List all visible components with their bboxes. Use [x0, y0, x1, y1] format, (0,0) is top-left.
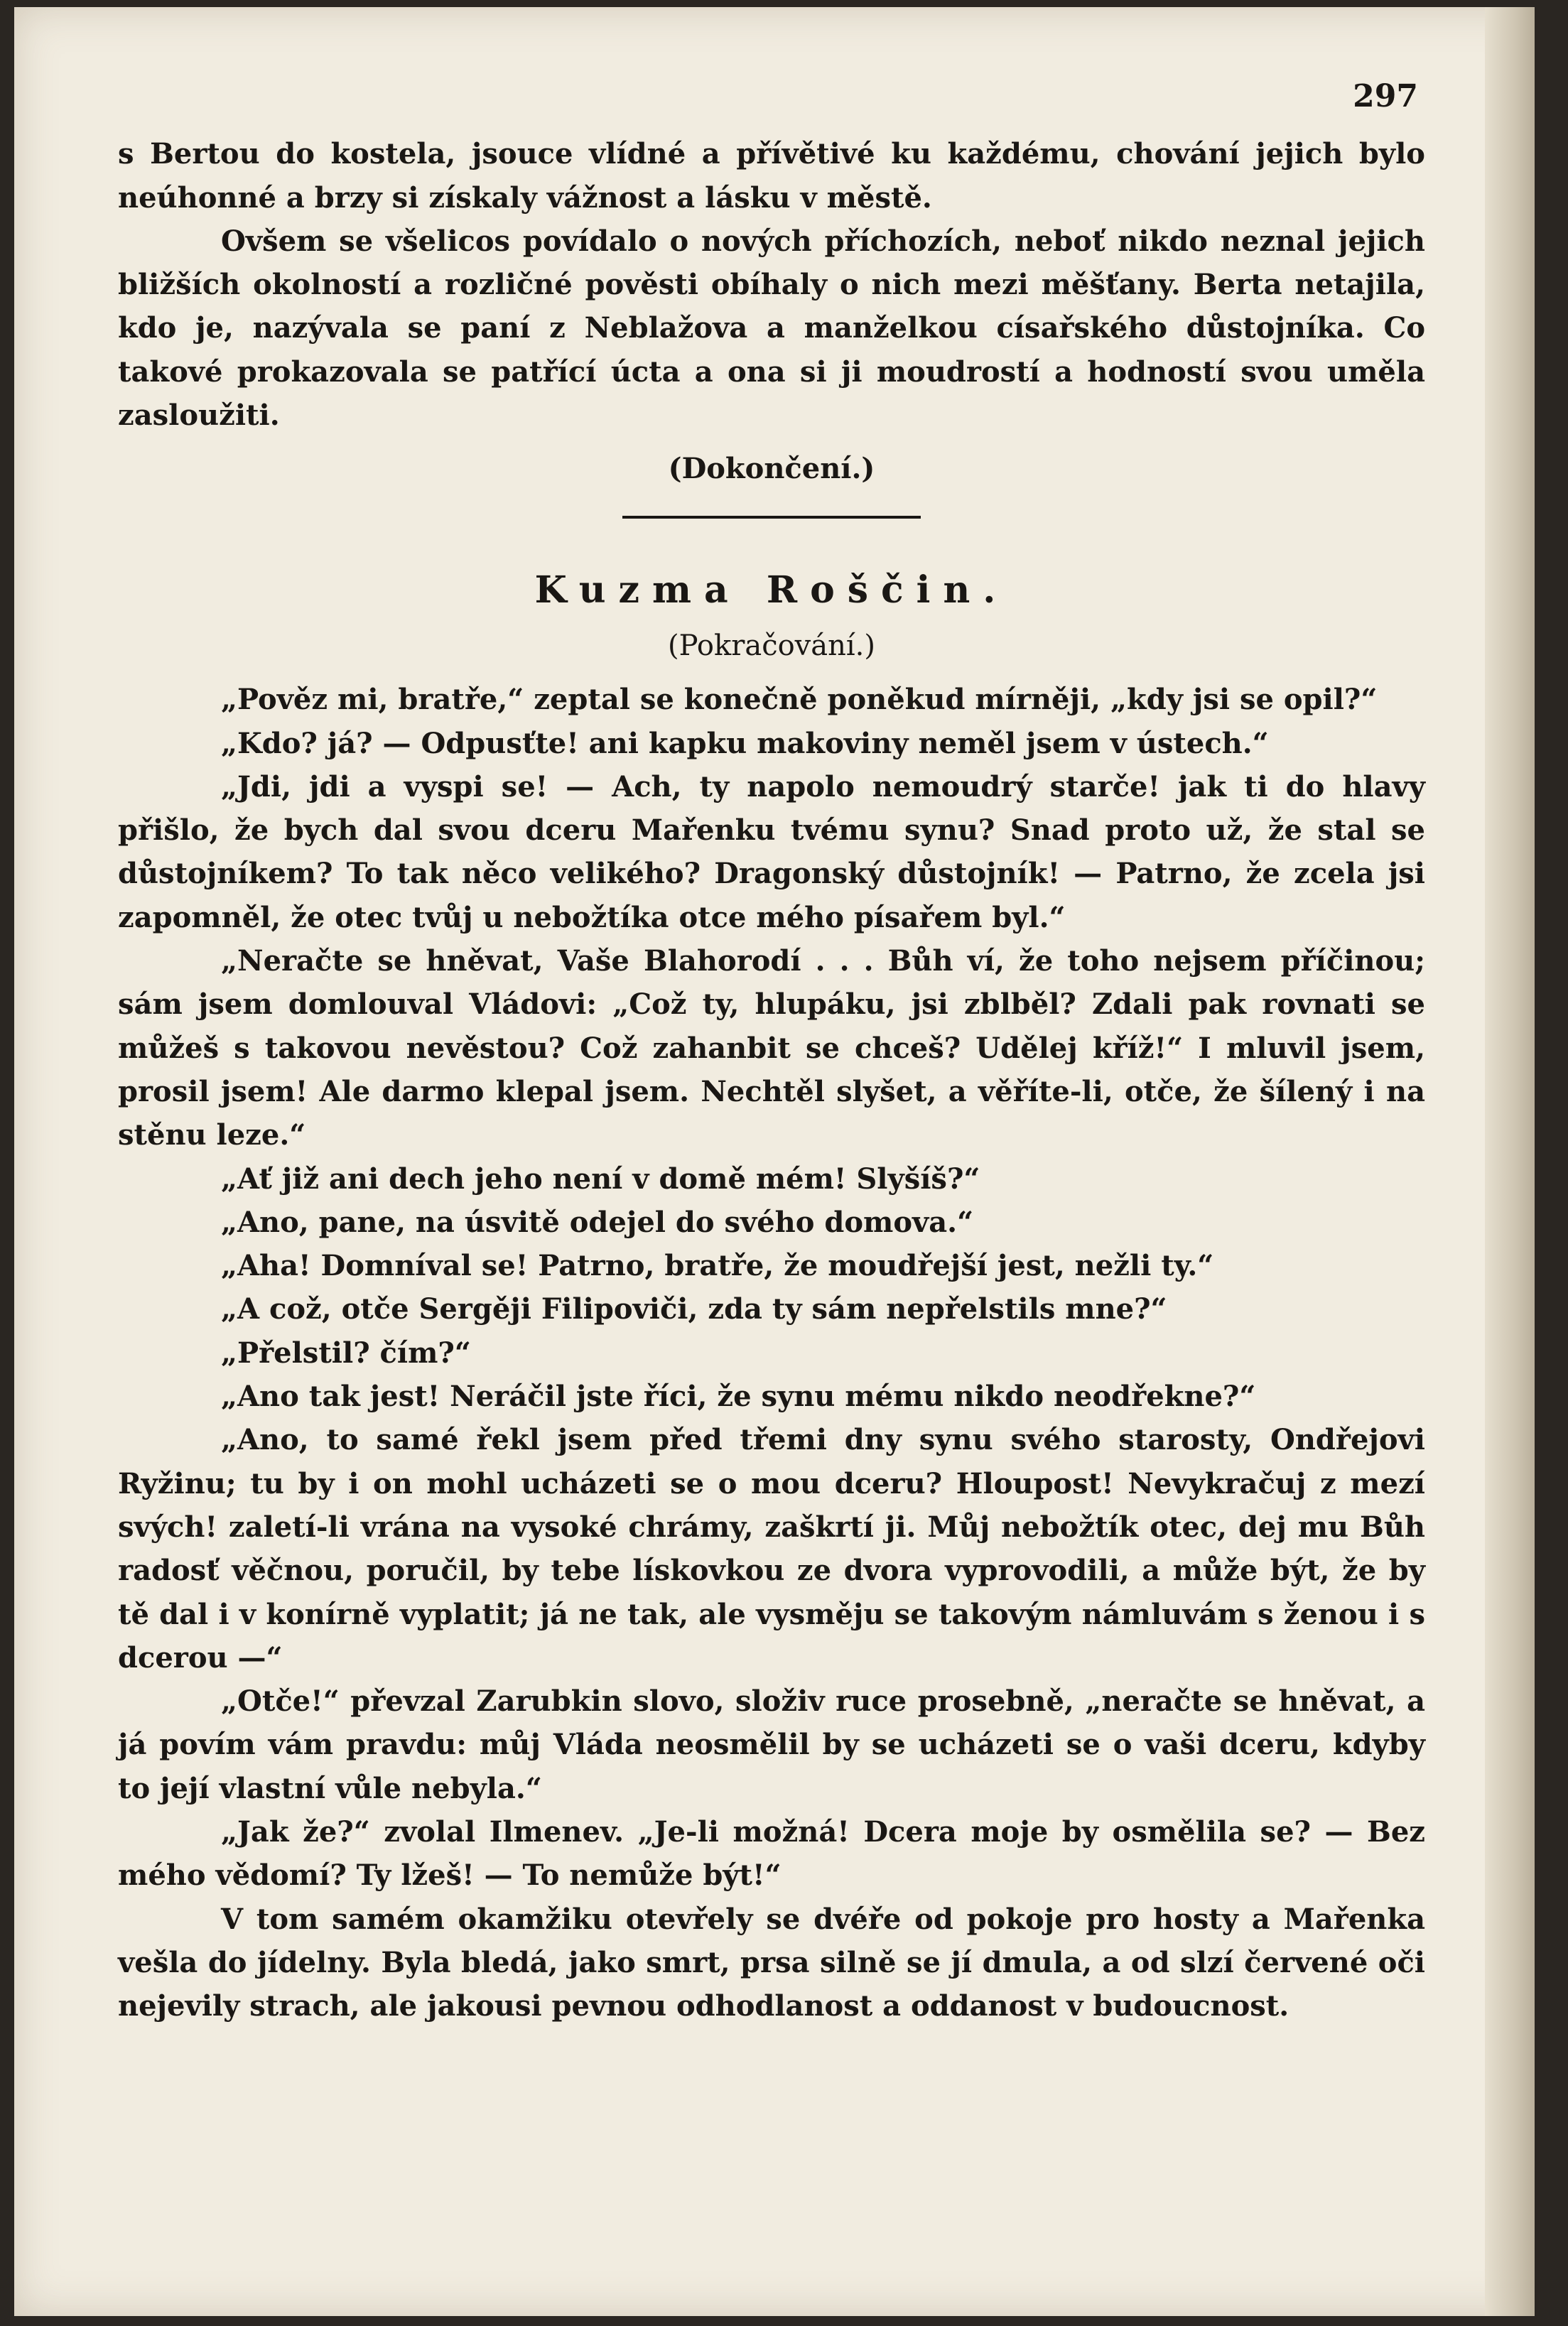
paragraph: s Bertou do kostela, jsouce vlídné a přívětivé ku každému, chování jejich bylo neúhonné a brzy si získaly vážnost a lásku v městě. — [118, 137, 1425, 215]
paragraph: V tom samém okamžiku otevřely se dvéře od pokoje pro hosty a Mařenka vešla do jídelny. Byla bledá, jako smrt, prsa silně se jí dmula, a od slzí červené oči nejevily strach, ale jakousi pevnou odhodlanost a oddanost v budoucnost. — [118, 1902, 1425, 2023]
paragraph: „Otče!“ převzal Zarubkin slovo, složiv ruce prosebně, „neračte se hněvat, a já povím vám pravdu: můj Vláda neosmělil by se ucházeti se o vaši dceru, kdyby to její vlastní vůle nebyla.“ — [118, 1684, 1425, 1805]
continued-note: (Pokračování.) — [668, 629, 875, 662]
paragraph: „Přelstil? čím?“ — [221, 1336, 471, 1370]
paragraph: Ovšem se všelicos povídalo o nových příchozích, neboť nikdo neznal jejich bližších okolností a rozličné pověsti obíhaly o nich mezi měšťany. Berta netajila, kdo je, nazývala se paní z Neblažova a manželkou císařského důstojníka. Co takové prokazovala se patřící úcta a ona si ji moudrostí a hodností svou uměla zasloužiti. — [118, 224, 1425, 433]
page-spine-edge — [1485, 7, 1535, 2316]
book-page — [14, 7, 1535, 2316]
concluded-note: (Dokončení.) — [668, 452, 875, 486]
paragraph: „Jdi, jdi a vyspi se! — Ach, ty napolo nemoudrý starče! jak ti do hlavy přišlo, že bych dal svou dceru Mařenku tvému synu? Snad proto už, že stal se důstojníkem? To tak něco velikého? Dragonský důstojník! — Patrno, že zcela jsi zapomněl, že otec tvůj u nebožtíka otce mého písařem byl.“ — [118, 769, 1425, 934]
section-divider — [622, 516, 921, 519]
paragraph: „Jak že?“ zvolal Ilmenev. „Je-li možná! Dcera moje by osmělila se? — Bez mého vědomí? Ty lžeš! — To nemůže být!“ — [118, 1814, 1425, 1893]
page-number: 297 — [1353, 78, 1418, 114]
paragraph: „Ano, pane, na úsvitě odejel do svého domova.“ — [221, 1205, 974, 1239]
paragraph: „Aha! Domníval se! Patrno, bratře, že moudřejší jest, nežli ty.“ — [221, 1249, 1214, 1283]
paragraph: „Ano tak jest! Neráčil jste říci, že synu mému nikdo neodřekne?“ — [221, 1380, 1256, 1414]
paragraph: „A což, otče Sergěji Filipoviči, zda ty sám nepřelstils mne?“ — [221, 1292, 1167, 1326]
page-text-block — [118, 75, 1425, 2028]
paragraph: „Pověz mi, bratře,“ zeptal se konečně poněkud mírněji, „kdy jsi se opil?“ — [221, 683, 1378, 717]
paragraph: „Kdo? já? — Odpusťte! ani kapku makoviny neměl jsem v ústech.“ — [221, 726, 1269, 760]
paragraph: „Ano, to samé řekl jsem před třemi dny synu svého starosty, Ondřejovi Ryžinu; tu by i on mohl ucházeti se o mou dceru? Hloupost! Nevykračuj z mezí svých! zaletí-li vrána na vysoké chrámy, zaškrtí ji. Můj nebožtík otec, dej mu Bůh radosť věčnou, poručil, by tebe lískovkou ze dvora vyprovodili, a může být, že by tě dal i v konírně vyplatit; já ne tak, ale vysměju se takovým námluvám s ženou i s dcerou —“ — [118, 1423, 1425, 1675]
paragraph: „Neračte se hněvat, Vaše Blahorodí . . . Bůh ví, že toho nejsem příčinou; sám jsem domlouval Vládovi: „Což ty, hlupáku, jsi zblběl? Zdali pak rovnati se můžeš s takovou nevěstou? Což zahanbit se chceš? Udělej kříž!“ I mluvil jsem, prosil jsem! Ale darmo klepal jsem. Nechtěl slyšet, a věříte-li, otče, že šílený i na stěnu leze.“ — [118, 944, 1425, 1152]
story-title: Kuzma Roščin. — [534, 568, 1009, 612]
paragraph: „Ať již ani dech jeho není v domě mém! Slyšíš?“ — [221, 1162, 980, 1196]
